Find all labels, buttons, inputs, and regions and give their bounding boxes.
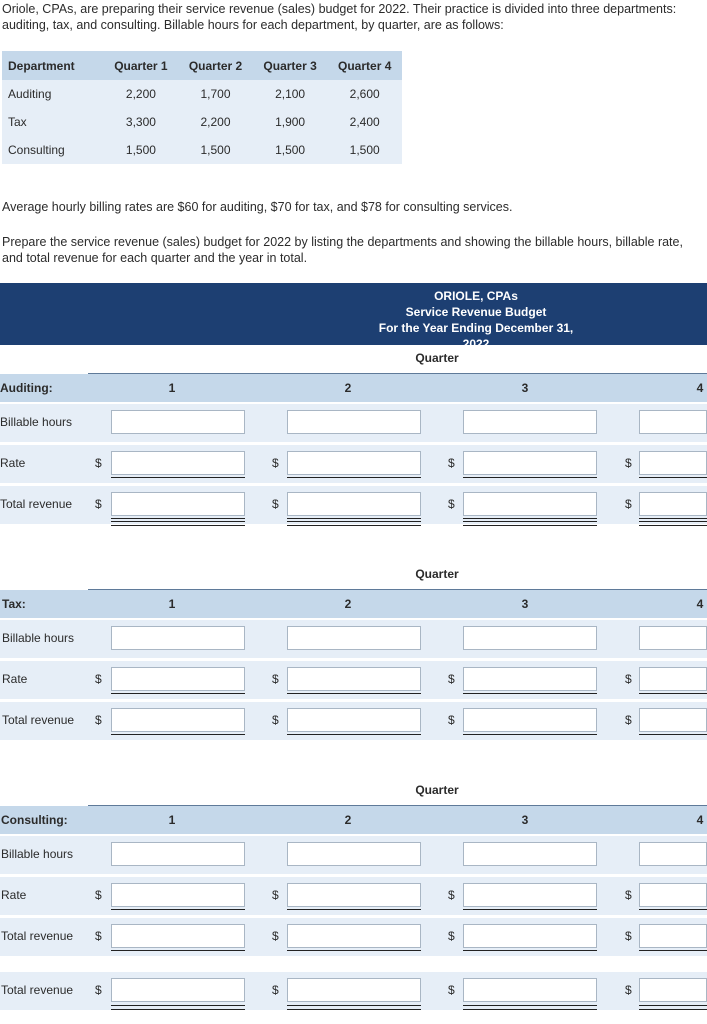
col-department: Department	[2, 51, 104, 80]
quarter-label: Quarter	[415, 351, 459, 365]
quarter-number-2: 2	[344, 381, 352, 395]
underline	[639, 909, 707, 910]
total-revenue-input-q1[interactable]	[111, 492, 245, 516]
underline	[639, 693, 707, 694]
rate-input-q1[interactable]	[111, 451, 245, 475]
rate-input-q3[interactable]	[463, 883, 597, 907]
double-underline	[111, 521, 245, 526]
budget-header-banner	[0, 283, 707, 351]
underline	[111, 734, 245, 735]
dollar-sign: $	[272, 456, 279, 470]
total-revenue-input-q4[interactable]	[639, 708, 707, 732]
billable-hours-input-q3[interactable]	[463, 626, 597, 650]
underline	[639, 477, 707, 478]
double-underline	[287, 1005, 421, 1010]
underline	[287, 693, 421, 694]
billable-hours-input-q2[interactable]	[287, 842, 421, 866]
dollar-sign: $	[625, 713, 632, 727]
total-revenue-input-q4[interactable]	[639, 924, 707, 948]
total-revenue-input-q3[interactable]	[463, 924, 597, 948]
table-cell: 2,100	[253, 80, 328, 108]
table-cell: 3,300	[104, 108, 179, 136]
dollar-sign: $	[448, 929, 455, 943]
dollar-sign: $	[625, 456, 632, 470]
table-cell: 1,900	[253, 108, 328, 136]
dollar-sign: $	[95, 888, 102, 902]
underline	[463, 518, 597, 519]
dollar-sign: $	[625, 929, 632, 943]
instructions-text: Prepare the service revenue (sales) budget for 2022 by listing the departments and showing the billable hours, billable rate, and total revenue for each quarter and the year in total.	[2, 235, 683, 265]
rate-label: Rate	[0, 456, 26, 470]
quarter-number-4: 4	[696, 381, 704, 395]
total-revenue-input-q1[interactable]	[111, 708, 245, 732]
dollar-sign: $	[272, 497, 279, 511]
billable-hours-input-q3[interactable]	[463, 410, 597, 434]
total-revenue-input-q3[interactable]	[463, 492, 597, 516]
rate-input-q1[interactable]	[111, 883, 245, 907]
underline	[287, 518, 421, 519]
dollar-sign: $	[625, 497, 632, 511]
quarter-number-1: 1	[168, 597, 176, 611]
underline	[463, 950, 597, 951]
billable-hours-label: Billable hours	[0, 415, 73, 429]
dollar-sign: $	[448, 672, 455, 686]
billable-hours-table	[2, 51, 402, 164]
quarter-number-2: 2	[344, 597, 352, 611]
double-underline	[639, 1005, 707, 1010]
table-cell: 1,500	[253, 136, 328, 164]
dollar-sign: $	[95, 983, 102, 997]
billable-hours-label: Billable hours	[1, 847, 74, 861]
grand-total-input-q3[interactable]	[463, 978, 597, 1002]
underline	[287, 477, 421, 478]
dollar-sign: $	[95, 929, 102, 943]
billable-hours-input-q4[interactable]	[639, 842, 707, 866]
quarter-number-4: 4	[696, 813, 704, 827]
double-underline	[111, 1005, 245, 1010]
dollar-sign: $	[625, 888, 632, 902]
table-cell: 2,200	[104, 80, 179, 108]
underline	[463, 477, 597, 478]
billable-hours-input-q2[interactable]	[287, 626, 421, 650]
quarter-number-3: 3	[521, 813, 529, 827]
double-underline	[463, 1005, 597, 1010]
total-revenue-input-q2[interactable]	[287, 924, 421, 948]
quarter-number-4: 4	[696, 597, 704, 611]
billable-hours-input-q2[interactable]	[287, 410, 421, 434]
intro-text: Oriole, CPAs, are preparing their service revenue (sales) budget for 2022. Their practice is divided into three departments: auditing, tax, and consulting. Billable hours for each department, by quarter, are as follows:	[2, 2, 677, 32]
table-cell: Tax	[2, 108, 104, 136]
underline	[111, 909, 245, 910]
quarter-number-1: 1	[168, 813, 176, 827]
table-header-row	[2, 51, 402, 80]
dollar-sign: $	[448, 497, 455, 511]
section-label-auditing: Auditing:	[0, 381, 53, 395]
budget-period: For the Year Ending December 31, 2022	[378, 321, 574, 351]
dollar-sign: $	[272, 888, 279, 902]
underline	[111, 518, 245, 519]
underline	[463, 734, 597, 735]
rate-input-q4[interactable]	[639, 451, 707, 475]
dollar-sign: $	[272, 983, 279, 997]
dollar-sign: $	[625, 672, 632, 686]
dollar-sign: $	[448, 456, 455, 470]
dollar-sign: $	[95, 456, 102, 470]
dollar-sign: $	[272, 713, 279, 727]
billable-hours-label: Billable hours	[2, 631, 75, 645]
table-cell: 1,500	[104, 136, 179, 164]
billable-hours-input-q1[interactable]	[111, 626, 245, 650]
rate-input-q2[interactable]	[287, 451, 421, 475]
budget-title: Service Revenue Budget	[405, 305, 547, 319]
billable-hours-input-q1[interactable]	[111, 410, 245, 434]
billable-hours-input-q4[interactable]	[639, 626, 707, 650]
total-revenue-input-q4[interactable]	[639, 492, 707, 516]
quarter-number-1: 1	[168, 381, 176, 395]
underline	[463, 909, 597, 910]
dollar-sign: $	[95, 497, 102, 511]
quarter-number-3: 3	[521, 381, 529, 395]
table-cell: Consulting	[2, 136, 104, 164]
total-revenue-input-q2[interactable]	[287, 708, 421, 732]
section-label-tax: Tax:	[2, 597, 26, 611]
underline	[463, 693, 597, 694]
dollar-sign: $	[625, 983, 632, 997]
col-quarter-2: Quarter 2	[178, 51, 253, 80]
underline	[287, 734, 421, 735]
double-underline	[463, 521, 597, 526]
rate-input-q3[interactable]	[463, 667, 597, 691]
col-quarter-3: Quarter 3	[253, 51, 328, 80]
quarter-label: Quarter	[415, 783, 459, 797]
double-underline	[639, 521, 707, 526]
table-cell: 2,600	[327, 80, 402, 108]
grand-total-input-q1[interactable]	[111, 978, 245, 1002]
dollar-sign: $	[448, 983, 455, 997]
table-cell: 2,400	[327, 108, 402, 136]
billable-hours-input-q1[interactable]	[111, 842, 245, 866]
underline	[111, 477, 245, 478]
dollar-sign: $	[272, 929, 279, 943]
col-quarter-1: Quarter 1	[104, 51, 179, 80]
total-revenue-label: Total revenue	[1, 929, 74, 943]
total-revenue-input-q2[interactable]	[287, 492, 421, 516]
billing-rates-note: Average hourly billing rates are $60 for auditing, $70 for tax, and $78 for consulting services.	[2, 200, 513, 214]
rate-input-q4[interactable]	[639, 667, 707, 691]
underline	[639, 518, 707, 519]
quarter-number-3: 3	[521, 597, 529, 611]
table-cell: Auditing	[2, 80, 104, 108]
rate-input-q4[interactable]	[639, 883, 707, 907]
underline	[287, 909, 421, 910]
underline	[639, 950, 707, 951]
underline	[111, 950, 245, 951]
table-row	[2, 80, 402, 108]
dollar-sign: $	[95, 672, 102, 686]
grand-total-label: Total revenue	[1, 983, 74, 997]
underline	[111, 693, 245, 694]
dollar-sign: $	[272, 672, 279, 686]
quarter-number-2: 2	[344, 813, 352, 827]
table-cell: 2,200	[178, 108, 253, 136]
table-row	[2, 108, 402, 136]
rate-input-q3[interactable]	[463, 451, 597, 475]
rate-input-q2[interactable]	[287, 883, 421, 907]
rate-input-q2[interactable]	[287, 667, 421, 691]
quarter-label: Quarter	[415, 567, 459, 581]
table-row	[2, 136, 402, 164]
rate-label: Rate	[2, 672, 28, 686]
company-name: ORIOLE, CPAs	[434, 289, 518, 303]
total-revenue-input-q3[interactable]	[463, 708, 597, 732]
section-label-consulting: Consulting:	[1, 813, 68, 827]
rate-input-q1[interactable]	[111, 667, 245, 691]
total-revenue-label: Total revenue	[0, 497, 73, 511]
table-cell: 1,700	[178, 80, 253, 108]
dollar-sign: $	[448, 713, 455, 727]
grand-total-input-q2[interactable]	[287, 978, 421, 1002]
total-revenue-input-q1[interactable]	[111, 924, 245, 948]
table-cell: 1,500	[178, 136, 253, 164]
table-cell: 1,500	[327, 136, 402, 164]
underline	[287, 950, 421, 951]
dollar-sign: $	[95, 713, 102, 727]
dollar-sign: $	[448, 888, 455, 902]
grand-total-input-q4[interactable]	[639, 978, 707, 1002]
billable-hours-input-q3[interactable]	[463, 842, 597, 866]
col-quarter-4: Quarter 4	[327, 51, 402, 80]
rate-label: Rate	[1, 888, 27, 902]
billable-hours-input-q4[interactable]	[639, 410, 707, 434]
underline	[639, 734, 707, 735]
double-underline	[287, 521, 421, 526]
total-revenue-label: Total revenue	[2, 713, 75, 727]
